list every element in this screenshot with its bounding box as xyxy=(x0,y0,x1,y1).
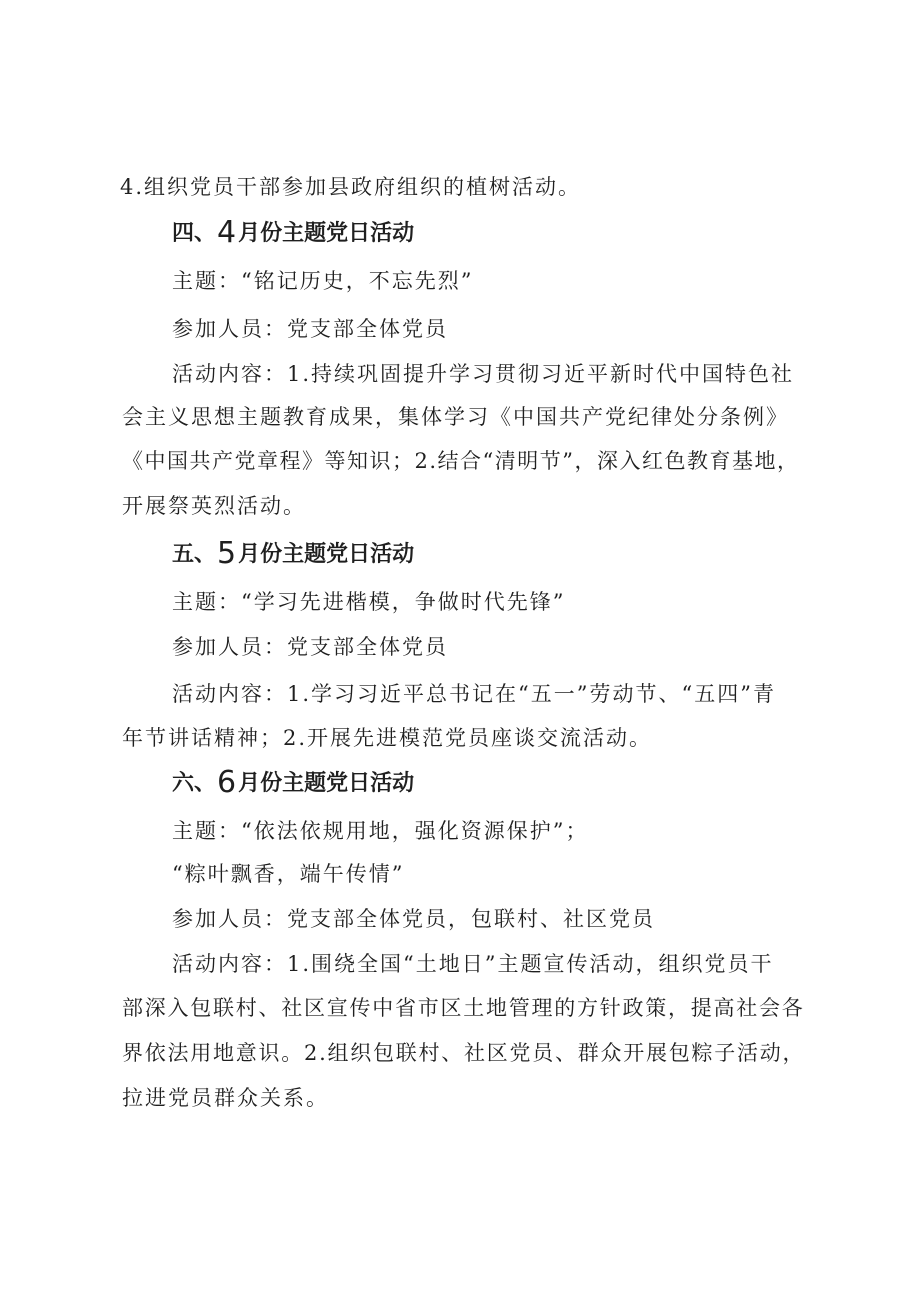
section-may-theme: 主题：“学习先进楷模，争做时代先锋” xyxy=(172,590,566,614)
section-april-theme: 主题：“铭记历史，不忘先烈” xyxy=(172,269,474,293)
section-june-content-line: 部深入包联村、社区宣传中省市区土地管理的方针政策，提高社会各 xyxy=(122,996,805,1020)
section-heading-june xyxy=(172,763,414,804)
heading-suffix: 月份主题党日活动 xyxy=(238,221,415,246)
section-may-content-line: 年节讲话精神；2.开展先进模范党员座谈交流活动。 xyxy=(122,726,653,750)
section-june-content-line: 界依法用地意识。2.组织包联村、社区党员、群众开展包粽子活动， xyxy=(122,1041,806,1065)
heading-month-number: 5 xyxy=(217,536,237,571)
section-april-content-line: 活动内容：1.持续巩固提升学习贯彻习近平新时代中国特色社 xyxy=(172,362,795,386)
section-june-content-line: 拉进党员群众关系。 xyxy=(122,1086,329,1110)
intro-item-4: 4.组织党员干部参加县政府组织的植树活动。 xyxy=(120,175,582,199)
section-june-participants: 参加人员：党支部全体党员，包联村、社区党员 xyxy=(172,907,655,931)
section-heading-may xyxy=(172,534,414,575)
section-heading-april xyxy=(172,213,414,254)
heading-month-number: 6 xyxy=(217,765,237,800)
heading-suffix: 月份主题党日活动 xyxy=(238,542,415,567)
heading-prefix: 五、 xyxy=(172,542,217,567)
section-april-content-line: 开展祭英烈活动。 xyxy=(122,494,306,518)
section-june-theme-second: “粽叶飘香，端午传情” xyxy=(172,862,405,886)
section-april-participants: 参加人员：党支部全体党员 xyxy=(172,317,448,341)
section-june-content-line: 活动内容：1.围绕全国“土地日”主题宣传活动，组织党员干 xyxy=(172,952,774,976)
section-june-theme: 主题：“依法依规用地，强化资源保护”； xyxy=(172,819,589,843)
heading-month-number: 4 xyxy=(217,215,237,250)
heading-prefix: 四、 xyxy=(172,221,217,246)
section-may-content-line: 活动内容：1.学习习近平总书记在“五一”劳动节、“五四”青 xyxy=(172,682,776,706)
heading-prefix: 六、 xyxy=(172,771,217,796)
heading-suffix: 月份主题党日活动 xyxy=(238,771,415,796)
section-april-content-line: 《中国共产党章程》等知识；2.结合“清明节”，深入红色教育基地， xyxy=(122,449,800,473)
section-april-content-line: 会主义思想主题教育成果，集体学习《中国共产党纪律处分条例》 xyxy=(122,405,789,429)
section-may-participants: 参加人员：党支部全体党员 xyxy=(172,635,448,659)
